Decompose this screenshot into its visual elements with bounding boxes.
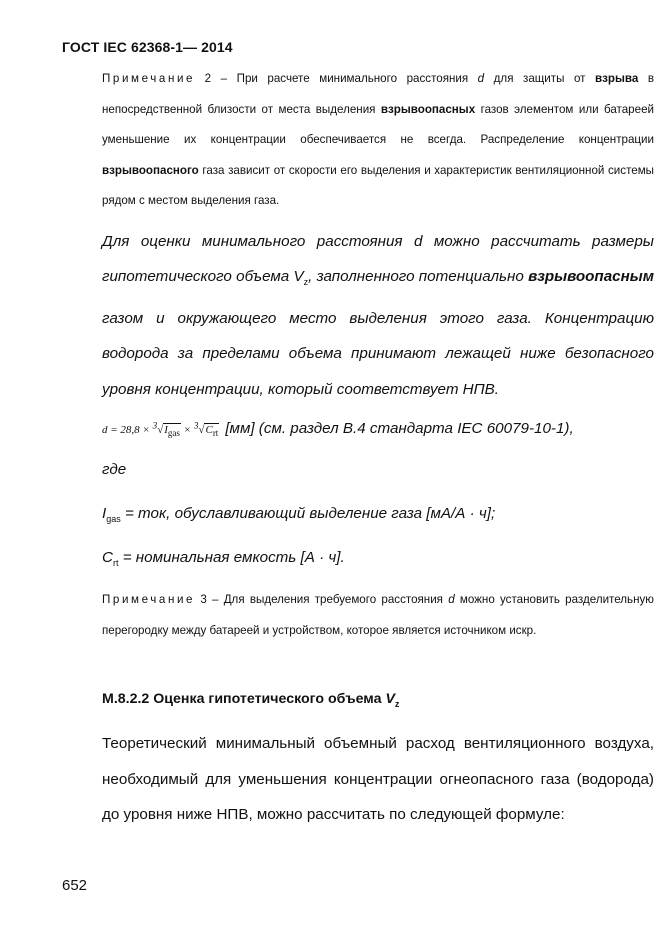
note-2: Примечание 2 – При расчете минимального расстояния d для защиты от взрыва в непосредственной близости от места выделения взрывоопасных газов элементом или батареей уменьшение их концентрации обеспечивается не всегда. Распределение концентрации взрывоопасного газа зависит от скорости его выделения и характеристик вентиляционной системы рядом с местом выделения газа. [102,72,655,207]
section-heading: М.8.2.2 Оценка гипотетического объема $V_z$ [102,691,400,709]
paragraph-min-distance: Для оценки минимального расстояния d можно рассчитать размеры гипотетического объема $V_z$, заполненного потенциально взрывоопасным газом и окружающего место выделения этого газа. Концентрацию водорода за пределами объема принимают лежащей ниже безопасного уровня концентрации, который соответствует НПВ. [102,233,654,398]
radicand-crt: $C_{rt}$ [205,424,219,439]
note-2-label: Примечание [102,72,196,85]
radicand-igas: $I_{gas}$ [164,424,180,439]
where-label: где [102,461,127,478]
definition-igas: $I_{gas}$ = ток, обуславливающий выделение газа [мА/А · ч]; [102,505,496,525]
note-3-label: Примечание [102,593,196,606]
formula-reference: [мм] (см. раздел В.4 стандарта IEC 60079-10-1), [225,420,574,437]
note-3: Примечание 3 – Для выделения требуемого расстояния d можно установить разделительную перегородку между батареей и устройством, которое является источником искр. [102,593,654,637]
paragraph-ventilation: Теоретический минимальный объемный расход вентиляционного воздуха, необходимый для уменьшения концентрации огнеопасного газа (водорода) до уровня ниже НПВ, можно рассчитать по следующей формуле: [102,735,654,823]
distance-formula [102,420,574,438]
standard-header: ГОСТ IEC 62368-1— 2014 [62,39,233,55]
formula-math: $d = 28,8 \times ^3√I_{gas} \times ^3√C_{rt}$ [102,420,219,439]
definition-crt: $C_{rt}$ = номинальная емкость [А · ч]. [102,549,345,569]
page-number: 652 [62,877,88,894]
